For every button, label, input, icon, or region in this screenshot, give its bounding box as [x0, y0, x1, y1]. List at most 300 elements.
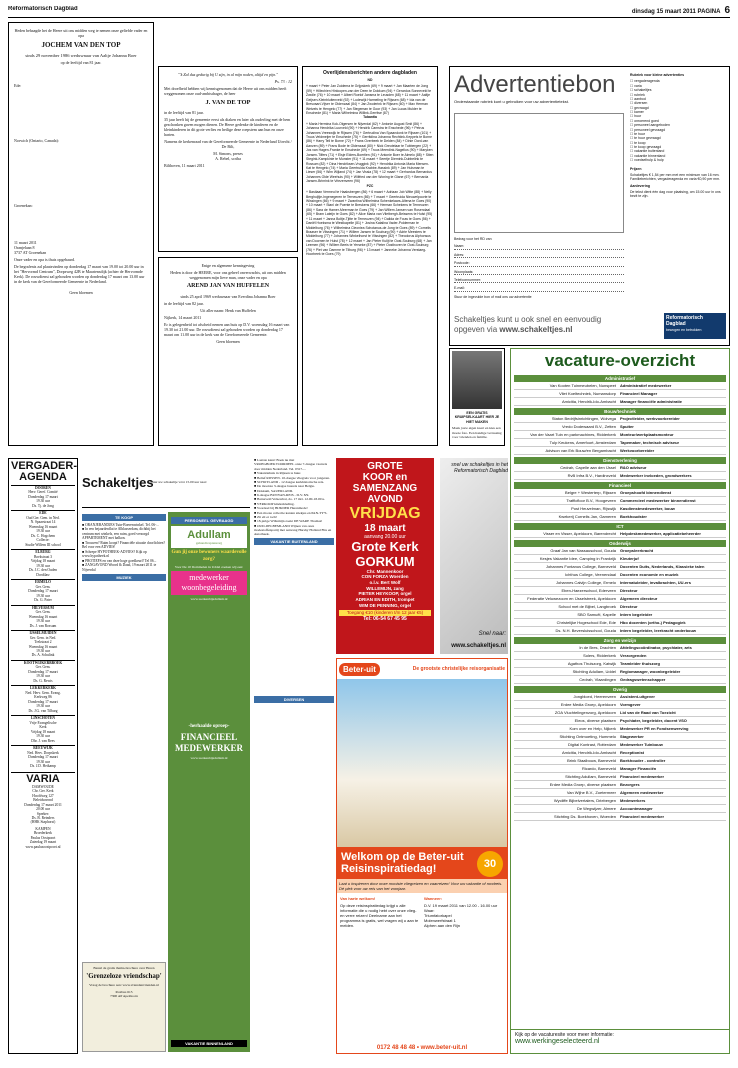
category-label: schakeltjes: [634, 88, 652, 93]
category-checkbox[interactable]: ☐: [630, 123, 635, 128]
vacancy-position: Intern begeleider, leerkracht onderbouw: [620, 628, 697, 633]
vacancy-position: Kasdienstmedewerker, bouw: [620, 506, 675, 511]
obituary-entry: + Elsje Elders-Boertien (91): [335, 152, 377, 157]
chain-ad-labels: snel uw schakeltjes in het Reformatorisch Dagblad Snel naar: www.schakeltjes.nl: [451, 462, 508, 649]
vacancy-row[interactable]: [514, 781, 726, 789]
category-label: te koop gevraagd: [634, 145, 662, 149]
page-number: 6: [724, 6, 730, 16]
paper-name: Reformatorisch Dagblad: [8, 6, 78, 12]
vacancy-row[interactable]: [514, 497, 726, 505]
form-field[interactable]: Woonplaats:: [454, 270, 624, 275]
agenda-details: Ger. Gem. Donderdag 17 maart 19.30 uur Ds. G. Pater: [28, 584, 58, 603]
form-field[interactable]: Naam:: [454, 244, 624, 249]
agenda-place: HILVERSUM: [11, 605, 75, 610]
obituary-entry: + Nelly Berghuijtje-Ingenegeren te Terneuzen (86): [306, 190, 432, 199]
vacancy-employer: Agathos Thuiszorg, Katwijk: [567, 661, 616, 666]
vacancy-position: Stagewerker: [620, 734, 644, 739]
obituary-entry: + Gerritdina Johanna Rechtink-Keppels te Borne (86): [306, 135, 433, 144]
price-title: Prijzen: [630, 166, 642, 171]
notice-body: De begrafenis zal plaatsvinden op donderdag 17 maart van 19.00 tot 20.00 uur in het "Hervormd Centrum", Dorpsweg 42B te Maartensdijk (achter de Hervormde Kerk). De rouwdienst zal gehouden worden op donderdag 17 maart om 13.00 uur in de kerk van de Gereformeerde Gemeente in Nederland.: [14, 264, 145, 285]
obituary-entry: + Willem Jansen te Souburg (90): [345, 229, 396, 234]
category-checkbox[interactable]: ☐: [630, 153, 635, 158]
obituary-entry: + Johanna Hendrika Luurveld (90): [306, 121, 423, 131]
category-label: vergaderagenda: [634, 79, 660, 84]
place-norwich: Norwich (Ontario, Canada):: [14, 138, 59, 144]
vacancy-row[interactable]: [514, 652, 726, 660]
greek-island-photo: [337, 679, 507, 847]
obituary-entry: + Antonie Boer te Almelo (88): [377, 152, 422, 157]
vacancy-employer: Belgre + Westerterp, Rijssen: [565, 490, 616, 495]
vacancy-row[interactable]: [514, 611, 726, 619]
obituary-entry: + Gertrudina Van Spaandonk te Rijssen (101): [359, 130, 429, 135]
obituary-entry: + 13 maart + Janneke Johanna Verstaeg-Hoorbeek te Goes (79): [306, 247, 427, 257]
vacancy-position: Manager Financiën: [620, 766, 657, 771]
vacancy-row[interactable]: [514, 547, 726, 555]
obituary-entry: + Theodorus Alphonsus van Doornen te Hulst (78): [306, 234, 431, 243]
vacancy-employer: Christelijke Hogeschool Ede, Ede: [556, 620, 616, 625]
obituary-entry: + Jan Stegeman te Goor (93): [343, 106, 388, 111]
category-checkbox[interactable]: ☐: [630, 83, 635, 88]
vacancy-employer: Van der Vaart Tuin en parkmachines, Ridderkerk: [530, 432, 616, 437]
category-label: onroerend goed: [634, 118, 659, 123]
obituary-entry: + Bernarda Jansen-Brinrink te Vriezenveen (96): [306, 174, 429, 184]
vacancy-row[interactable]: [514, 439, 726, 447]
vacancy-employer: Eben-Haezerschool, Ederveen: [561, 588, 616, 593]
agenda-place: KOOTWIJKERBROEK: [11, 660, 75, 665]
cost-label: Bedrag voor het RD van: [454, 237, 492, 241]
vacancy-position: Gedragswetenschapper: [620, 677, 666, 682]
n2-body: Er is gelegenheid tot afscheid nemen aan huis op D.V. woensdag 16 maart van 19.30 tot 21.00 uur. De rouwdienst zal gehouden worden op donderdag 17 maart om 11.00 uur in de kerk van de Gereformeerde Gemeente.: [164, 321, 290, 337]
vacancy-row[interactable]: [514, 563, 726, 571]
vacancy-position: Projectleider, werkvoorbereider: [620, 416, 680, 421]
obituary-entry: + Truus Meerdink-Nagelius (90): [368, 148, 416, 153]
agenda-place: EDE: [11, 510, 75, 515]
form-field[interactable]: Postcode:: [454, 261, 624, 266]
schakeltjes-items-a: ■ ORANJEBANDJES Tuin-Boerenwinkel. Tel. 06-... ■ In een bejaardenflat te Alblasserdam, dichtbij het centrum met winkels, een ruim, goed verzorgd APPARTEMENT met balkon. ■ Trouwen? Ruim koopt? Financiële situatie doorlichten? Bel voor een ADVIES! ■ Schrepe HYPOTHEEK-ADVIES? Kijk op www.hypotheek.nl ■ PROTIEFS en van deze hoge goedkeurl! Tel 06... ■ ZANGAVOND Woord & Daad, 19 maart 2011 te Nijverdal: [82, 523, 166, 572]
form-field[interactable]: E-mail:: [454, 286, 624, 291]
cats-title: Rubriek voor kleine advertenties: [630, 73, 685, 77]
church-deceased-name: J. VAN DE TOP: [205, 99, 251, 106]
vacancy-section-header: Bouw/techniek: [514, 408, 726, 415]
slogan-url[interactable]: www.schakeltjes.nl: [499, 325, 573, 334]
vacancy-employer: Post Heuvelman, Rijswijk: [571, 506, 616, 511]
category-checkbox[interactable]: ☐: [630, 127, 635, 132]
schakeltjes-section: [82, 458, 250, 1054]
verse-ref: Ps. 73 : 12: [274, 79, 292, 84]
category-checkbox[interactable]: ☐: [630, 114, 635, 119]
obituary-entry: + Jos van Hagen-Franke te Enschede (69): [306, 143, 432, 153]
cat-vak-binnen: VAKANTIE BINNENLAND: [171, 1040, 247, 1047]
vacancy-row[interactable]: [514, 693, 726, 701]
obituary-entry: + Cornelis Braaser te Vlissingen (71): [306, 225, 431, 234]
vacancy-overview: [510, 348, 730, 1054]
vacancy-row[interactable]: [514, 676, 726, 684]
obituary-entry: + maart + Peter Jan Zuidema te Grijpskerk (69) + 9 maart: [306, 84, 393, 89]
vacancy-row[interactable]: [514, 644, 726, 652]
category-label: rubriek: [634, 92, 645, 97]
tubantia-heading: Tubantia: [363, 115, 377, 120]
vacancy-employer: Cedrah, Capelle aan den IJssel: [560, 465, 616, 470]
vacancy-position: Bezorgers: [620, 782, 640, 787]
beter-strip: Laat u inspireren door onze mooiste vliegreizen en vaarreizen! Voor uw vakantie of rondreis. Dé plek voor uw reis van het voorjaar.: [337, 879, 507, 893]
vacancy-employer: Ricardo, Barneveld: [581, 766, 616, 771]
church-age: in de leeftijd van 81 jaar.: [164, 110, 204, 116]
vacancy-row[interactable]: [514, 587, 726, 595]
vacancy-position: Lid van de Raad van Toezicht: [620, 710, 676, 715]
opgebaard-line: Onze vader en opa is thuis opgebaard.: [14, 257, 75, 263]
obituary-entry: + Wilfried van der Woning te Glane (67): [350, 174, 411, 179]
vacancy-position: Assistent-uitgever: [620, 694, 655, 699]
vacancy-employer: Vliet Koeltechniek, Numansdorp: [559, 391, 616, 396]
schakeltjes-header-text: Stuur uw schakeltje vóór 15.00 uur naar:: [150, 480, 208, 485]
category-label: gevraagd: [634, 105, 649, 110]
ad-slogan: Schakeltjes kunt u ook snel en eenvoudig opgeven via www.schakeltjes.nl: [454, 315, 602, 334]
vacancy-row[interactable]: [514, 530, 726, 538]
vacancy-position: Docenten economie en muziek: [620, 572, 679, 577]
agenda-place: IJSSELMUIDEN: [11, 630, 75, 635]
cat-vak-buiten: VAKANTIE BUITENLAND: [254, 538, 334, 545]
vacancy-position: Werkvoorbereider: [620, 448, 655, 453]
vacancy-employer: Vredo Dodewaard B.V., Zetten: [562, 424, 616, 429]
vacancy-employer: Graaf Jan van Nassauschool, Gouda: [550, 548, 616, 553]
vacancy-employer: Van Wijhe B.V., Zoetermeer: [566, 790, 616, 795]
category-checkbox[interactable]: ☐: [630, 145, 635, 149]
vacancy-row[interactable]: [514, 472, 726, 480]
vacancy-row[interactable]: [514, 579, 726, 587]
category-label: personeel gevraagd: [634, 127, 666, 132]
vacancy-row[interactable]: [514, 757, 726, 765]
vacancy-row[interactable]: [514, 741, 726, 749]
church-names: M. Simons, preses A. Rebel, scriba: [213, 151, 243, 162]
vacancy-position: Administratief medewerker: [620, 383, 672, 388]
category-label: voedselhulp & hulp: [634, 158, 664, 163]
category-checkbox[interactable]: ☐: [630, 96, 635, 101]
vacancy-employer: Eleos, diverse plaatsen: [574, 718, 616, 723]
form-field[interactable]: Telefoonnummer:: [454, 278, 624, 283]
widow-line: sinds 29 november 1986 weduwnaar van Aaltje Johanna Boer: [25, 52, 137, 58]
vacancy-position: Medewerker PR en Fondsenwerving: [620, 726, 689, 731]
beter-uit-logo: Beter-uit: [339, 663, 380, 676]
vacancy-row[interactable]: [514, 717, 726, 725]
agenda-details: Boekstraat 3 Vrijdag 18 maart 19.30 uur Ds. J.C. den Ouden Dordtlaw: [29, 554, 57, 577]
vacancy-employer: Amicitia, Hendrik-Ido-Ambacht: [561, 399, 616, 404]
vacancy-position: Verzorgenden: [620, 653, 647, 658]
vacancy-position: Internatuleider, invalkrachten, UU-ers: [620, 580, 691, 585]
obituary-entry: + Seertje Diemink-Dubbelink te Rossum (82): [306, 157, 424, 166]
chain-url[interactable]: www.schakeltjes.nl: [451, 642, 506, 649]
obituary-entry: + Jan Hulsman te Lieser (56): [306, 166, 425, 175]
age-line: op de leeftijd van 81 jaar.: [60, 60, 102, 66]
vacancy-position: Spuiter: [620, 424, 634, 429]
family-notice-1: [8, 22, 154, 446]
obituary-entry: + Maria Geertruida Krabbe-Hassink (89): [336, 166, 397, 171]
adullam-url[interactable]: www.werkenbijadullam.nl: [190, 597, 228, 602]
vacancy-row[interactable]: [514, 805, 726, 813]
vacancy-position: Financieel Manager: [620, 391, 658, 396]
ad-form-fields: [454, 237, 624, 301]
vacancy-position: Groepshoofd binnendienst: [620, 490, 672, 495]
obituary-entry: + 7 maart + Geertruida Nieuwelpoorte te Wissingen (66): [306, 194, 432, 203]
vacancy-row[interactable]: [514, 660, 726, 668]
obituary-entry: + Bram Lateijn te Goes (82): [312, 212, 355, 217]
obituary-entry: + Stien Stegink-Kampkinie te Munster (91): [306, 152, 434, 162]
category-checkbox[interactable]: ☐: [630, 158, 635, 163]
adullam-logo: Adullam: [187, 529, 231, 541]
vacancy-employer: Stichting Adullam, Barneveld: [565, 774, 616, 779]
vacancy-position: Directeur: [620, 588, 638, 593]
vacancy-position: Groepsleerkracht: [620, 548, 654, 553]
place-groenekan: Groenekan:: [14, 203, 33, 209]
vacancy-row[interactable]: [514, 789, 726, 797]
vacancy-position: Algemeen directeur: [620, 596, 658, 601]
schakeltjes-title: Schakeltjes: [82, 475, 154, 490]
vacancy-row[interactable]: [514, 431, 726, 439]
beter-phone[interactable]: 0172 48 48 48 • www.beter-uit.nl: [376, 1045, 468, 1051]
beter-uit-tag: De grootste christelijke reisorganisatie: [412, 665, 505, 672]
obituary-entry: + 10 maart: [306, 203, 323, 208]
vacancy-position: Manager financiële administratie: [620, 399, 683, 404]
vacancy-row[interactable]: [514, 415, 726, 423]
vacancy-position: R&O adviseur: [620, 465, 647, 470]
obituary-list: [302, 66, 438, 446]
varia-title: VARIA: [11, 772, 75, 785]
n2-flowers: Geen bloemen: [216, 338, 240, 344]
obituary-entry: + Sara de Hamer-Meerman te Goes (79): [312, 207, 375, 212]
obituary-entry: + Jan Leemen (96): [306, 238, 432, 248]
beter-uit-ad: Beter-uit De grootste christelijke reisorganisatie Welkom op de Beter-uit Reisinspiratiedag! 30 Laat u inspireren door onze mooiste vliegreizen en vaarreizen! Voor uw vakantie of rondreis. Dé plek voor uw reis van het voorjaar. Van harte welkom! Op deze reisinspiratiedag krijgt u alle informatie die u nodig hebt over onze vlieg- en verre reizen! Deelname aan het programma is gratis, wel vragen wij u aan te melden. Wanneer: D.V. 19 maart 2011 van 12.00 - 16.00 uur Waar: Triumfatorkapel Molenwerfstraat 1 Alphen aan den Rijn 0172 48 48 48 • www.beter-uit.nl: [336, 658, 508, 1054]
obituary-entry: + 11 maart: [359, 157, 376, 162]
ad-form: [449, 66, 730, 346]
category-checkbox[interactable]: ☐: [630, 101, 635, 106]
beter-head-2: Reisinspiratiedag!: [341, 863, 437, 875]
obituary-entry: + Dina Hendriksen-Vruggink (92): [326, 161, 376, 166]
vacancy-row[interactable]: [514, 709, 726, 717]
vacancy-position: Directeur: [620, 604, 638, 609]
obituary-entry: + Maria Wilhelmina Willink-Gerritse (87): [329, 110, 389, 115]
agenda-place: REEUWIJK: [11, 745, 75, 750]
vacancy-position: Tapemaker, technisch adviseur: [620, 440, 680, 445]
vacancy-employer: Van Kooten Tuinmeubelen, Nunspeet: [549, 383, 616, 388]
photo-ad-body: Maak jouw eigen kaart en kies een mooie foto. Een handige verrassing voor vrienden en familie.: [452, 426, 502, 439]
vacancy-row[interactable]: [514, 423, 726, 431]
deadline-title: Aanlevering: [630, 183, 651, 188]
vacancy-position: Regiomanager, woonbegeleider: [620, 669, 681, 674]
obituary-entry: + Petrus Johannes Vreeswijk te Rijssen (76): [306, 126, 425, 135]
vacancy-employer: De Wegwijzer, Almere: [576, 806, 616, 811]
category-label: te huur gevraagd: [634, 136, 661, 141]
vacancy-row[interactable]: [514, 668, 726, 676]
vacancy-position: Kleuterjuf: [620, 556, 639, 561]
agenda-place: ELBURG: [11, 549, 75, 554]
vacancy-employer: Jongbloed, Heerenveen: [573, 694, 616, 699]
obituary-entry: + 12 maart: [379, 170, 396, 175]
category-label: te huur: [634, 131, 646, 136]
church-text: Met droefheid hebben wij kennisgenomen dat de Heere uit ons midden heeft weggenomen onze oud-ambtsdrager, de heer: [164, 86, 287, 96]
category-label: aanbod: [634, 96, 646, 101]
obituary-entry: + Josina Katalina Vader-Polderman te Middelburg (76): [306, 221, 419, 230]
obituary-entry: + Piet van Damme te Tilburg (96): [312, 247, 363, 252]
obituary-entry: + Willem Beeis te Yerseke (87): [326, 243, 373, 248]
vacancy-employer: Ds. N.H. Beversluisschool, Gouda: [555, 628, 616, 633]
n2-intro: Enige en algemene kennisgeving: [201, 263, 255, 268]
anniversary-badge: 30: [477, 851, 503, 877]
agenda-place: LINSCHOTEN: [11, 715, 75, 720]
photo-card-ad: [449, 348, 505, 446]
deceased-name: JOCHEM VAN DEN TOP: [41, 41, 121, 49]
category-checkbox[interactable]: ☐: [630, 118, 635, 123]
obituary-entry: + Dalida de Fouw te Goes (56): [381, 216, 428, 221]
vacancy-employer: Stichting Adullam, Uddel: [572, 669, 616, 674]
vacancy-employer: Cedrah, Vlaardingen: [579, 677, 616, 682]
vacancy-section-header: Zorg en welzijn: [514, 637, 726, 644]
obituary-entry: + 11 maart + Janna Boltje-Tjitte te Terneuzen (94): [306, 216, 381, 221]
vacancy-section-header: Dienstverlening: [514, 457, 726, 464]
vacancy-position: Teamleider thuiszorg: [620, 661, 660, 666]
obituary-entry: + Frans Bode te Oldenzaal (80): [325, 143, 373, 148]
vacancy-row[interactable]: [514, 603, 726, 611]
vacancy-position: Monteur/werkplaatsmonteur: [620, 432, 674, 437]
vacancy-employer: Johannes Fontanus College, Barneveld: [545, 564, 616, 569]
agenda-place: LEKKERKERK: [11, 685, 75, 690]
church-sign: Namens de kerkenraad van de Gereformeerde Gemeente in Nederland Utrecht / De Bilt,: [164, 139, 292, 150]
obituary-entry: + Johannes Winkelhorst te Vlissingen (82): [330, 234, 395, 239]
ad-footer: Stuur de ingevulde bon of mail ons uw advertentie: [454, 294, 532, 299]
category-checkbox[interactable]: ☐: [630, 110, 635, 114]
obituary-entry: + Maria Hermina Kok-Otgersen te Nijverdal (62): [306, 121, 378, 126]
vacancy-position: Afdelingscoördinator, psychiater, arts: [620, 645, 692, 650]
category-label: vakantie buitenland: [634, 149, 665, 154]
varia-item-2: KAMPEN Broederkerk Paulus Oostpoort Zaterdag 19 maart www.paulusoostpoort.nl: [25, 826, 61, 849]
obituary-entry: + 9 maart + Zwantina Wilhelmina Schenkelaars-Altena te Goes (90): [329, 198, 432, 203]
obituary-entry: + Dinie Oord-van Aanzen (89): [306, 139, 429, 148]
n2-sign: Uit aller naam: Henk van Huffelen: [200, 307, 256, 313]
obituary-entry: + Ludewijk Harmeling te Rijssen (68): [350, 97, 406, 102]
category-checkbox[interactable]: ☐: [630, 136, 635, 141]
vacancy-row[interactable]: [514, 765, 726, 773]
category-checkbox[interactable]: ☐: [630, 131, 635, 136]
obituary-entry: + Nick Greutelaar te Tubbergen (22): [373, 143, 429, 148]
vacancy-row[interactable]: [514, 619, 726, 627]
place-ede: Ede:: [14, 83, 22, 89]
vacancy-position: Boekhouder - controller: [620, 758, 666, 763]
vacancy-row[interactable]: [514, 505, 726, 513]
obituary-entry: + Antonie August Smit (86): [378, 121, 420, 126]
category-label: diversen: [634, 101, 648, 106]
vacancy-employer: Trafficfloor B.V., Hoogeveen: [566, 498, 616, 503]
agenda-details: Ger. Gem. in Ned. Trekstraat 2 Woensdag 16 maart 19.30 uur Ds. A. Schulink: [28, 635, 58, 658]
category-checkbox[interactable]: ☐: [630, 79, 635, 84]
cat-tekoop: TE KOOP: [82, 514, 166, 521]
schakeltjes-items-b: ■ Laatste kans! Boek nu met VROEGBOEKVOORDEEL onze 7-daagse vaarreis door midden Nederland. Tel. 0317-... ■ Vakantiehuis in Rijssen te huur. ■ Belief RIJSSEN. 10-daagse vliegreis voor jongeren. ■ SCHOTLAND - 12 daagse kerkhistorische reis. ■ De mooiste 3-daagse busreis naar Belgie. ■ Dokkum, SAUERLAND. ■ 6-daagse BUNYAN-REIS - D.V. 8/9. ■ Barneveld Velsewhal, do. 17 mrt. 12.00-18.00 u. ■ VERKOOP kinderkleding. ■ Voordeel bij BIJKDER Herenmode! ■ Een mooie collectie kanten stiekjes en PAN-TY'S. ■ Zit elt er toch! ■ 18-jarige Willemijn zoekt DE WARE Thomas! ■ OUD-IJELBEMLAND Wijnen van onze modestoffenpartij met aanvang Harshy Holland Fitu en Autotheek.: [254, 458, 332, 537]
category-label: te koop: [634, 140, 646, 145]
rd-logo: Reformatorisch Dagblad bewogen en betrokken: [664, 313, 726, 339]
vacancy-employer: Kwekerij Cornelis Jan, Gameren: [558, 514, 616, 519]
portrait-photo: [452, 351, 502, 409]
vacancy-section-header: Onderwijs: [514, 540, 726, 547]
deadline-text: De tekst dient één dag voor plaatsing, om 15.00 uur in ons bezit te zijn.: [630, 190, 721, 199]
agenda-place: DOOREN: [11, 485, 75, 490]
vacancy-row[interactable]: [514, 571, 726, 579]
vacancy-row[interactable]: [514, 749, 726, 757]
obituary-entry: + Bastiaan Vermeul te Haaksbergen (86): [306, 190, 368, 195]
category-label: kamer: [634, 110, 644, 114]
vacancy-row[interactable]: [514, 773, 726, 781]
vacancy-row[interactable]: [514, 725, 726, 733]
n2-text: Heden is door de HEERE, voor ons geheel onverwachts, uit ons midden weggenomen mijn lieve man, onze vader en opa: [170, 270, 286, 280]
vacancy-row[interactable]: [514, 733, 726, 741]
vacancy-employer: Erdee Media Groep, Apeldoorn: [560, 702, 616, 707]
vacancy-row[interactable]: [514, 382, 726, 390]
ad-text-area[interactable]: [454, 113, 624, 233]
cat-gevraagd: PERSONEEL GEVRAAGD: [171, 517, 247, 524]
agenda-details: Ned. Herv. Gem. Evang. Kerkweg 86 Donderdag 17 maart 19.30 uur Ds. J.G. van Tilburg: [25, 690, 61, 713]
vacancy-row[interactable]: [514, 813, 726, 821]
vacancy-position: Receptionist: [620, 750, 645, 755]
vacancy-row[interactable]: [514, 797, 726, 805]
church-place: Bilthoven, 11 maart 2011: [164, 163, 205, 169]
obituary-entry: + Harry Tell te Borne (72): [312, 139, 351, 144]
beter-head-1: Welkom op de Beter-uit: [341, 851, 464, 863]
verse: "'k Zal dus gedurig bij U zijn, in al mijn noden, altijd en pijn.": [178, 72, 278, 77]
category-checkbox[interactable]: ☐: [630, 140, 635, 145]
category-checkbox[interactable]: ☐: [630, 92, 635, 97]
vacancy-employer: Advison van Erk Bouw/en Bergambacht: [545, 448, 616, 453]
obituary-entry: + Daniël Hoeksma te Westkapelle (81): [306, 216, 431, 226]
vacancy-section-header: Overig: [514, 686, 726, 693]
vacancy-employer: ZOA Vluchtelingenzorg, Apeldoorn: [554, 710, 616, 715]
obituary-entry: + 6 maart + Adriaan Job Witte (88): [368, 190, 421, 195]
obituary-entry: + Wilhelmina Cleoniea Schotanus-de Jong te Goes (89): [330, 225, 415, 230]
vacancy-row[interactable]: [514, 555, 726, 563]
adullam-url-2[interactable]: www.werkenbijadullam.nl: [190, 756, 228, 761]
obituary-entry: + 12 maart + Jan Pieter Kulijt te Oost-Souburg (68): [345, 238, 423, 243]
vacancy-section-header: Financieel: [514, 482, 726, 489]
vacancy-position: Helpdeskmedewerker, applicatiebeheerder: [620, 531, 701, 536]
vacancy-row[interactable]: [514, 398, 726, 406]
obituary-entry: + Frans Overbeek te Delden (84): [351, 139, 402, 144]
obituary-entry: + Jan Lucas Mulder te Enschede (81): [306, 106, 422, 115]
category-checkbox[interactable]: ☐: [630, 149, 635, 154]
agenda-details: Herv. Geref. Comité Donderdag 17 maart 19.30 uur Ds. Tj. de Jong: [28, 490, 58, 508]
n2-name: AREND JAN VAN HUFFELEN: [186, 283, 270, 289]
vacancy-row[interactable]: [514, 701, 726, 709]
vacancy-row[interactable]: [514, 595, 726, 603]
vac-url[interactable]: www.werkingeselecteerd.nl: [515, 1038, 600, 1046]
vacancy-row[interactable]: [514, 489, 726, 497]
category-checkbox[interactable]: ☐: [630, 105, 635, 110]
vacancy-position: Medewerker invloeden, grondwerkers: [620, 473, 692, 478]
category-label: varia: [634, 83, 642, 88]
form-field[interactable]: Adres:: [454, 253, 624, 258]
obituary-entries: [306, 84, 434, 256]
vacancy-employer: Digital Kontrast, Rotterdam: [567, 742, 616, 747]
n2-sub: sinds 25 april 1969 weduwnaar van Everdina Johanna Boer: [180, 293, 276, 299]
vacancy-employer: Ichthus College, Veenendaal: [565, 572, 616, 577]
page-header: [8, 6, 730, 18]
vacancy-position: Financieel medewerker: [620, 774, 665, 779]
obituary-entry: + Hendrik Camstra te Enschede (96): [355, 126, 411, 131]
vacancy-row[interactable]: [514, 513, 726, 521]
obituary-entry: + Herman Schekens te Terneuzen (86): [306, 203, 429, 212]
obituary-entry: + Maryken Jonsen-Tilfers (71): [306, 148, 433, 157]
vacancy-row[interactable]: [514, 390, 726, 398]
category-checkbox[interactable]: ☐: [630, 88, 635, 93]
vacancy-row[interactable]: [514, 464, 726, 472]
vacancy-employer: Kesjes Vakantie Idee, Camping in Frankrijk: [539, 556, 616, 561]
vacancy-row[interactable]: [514, 447, 726, 455]
vacancy-employer: Amicitia, Hendrik-Ido-Ambacht: [561, 750, 616, 755]
vacancy-row[interactable]: [514, 627, 726, 635]
